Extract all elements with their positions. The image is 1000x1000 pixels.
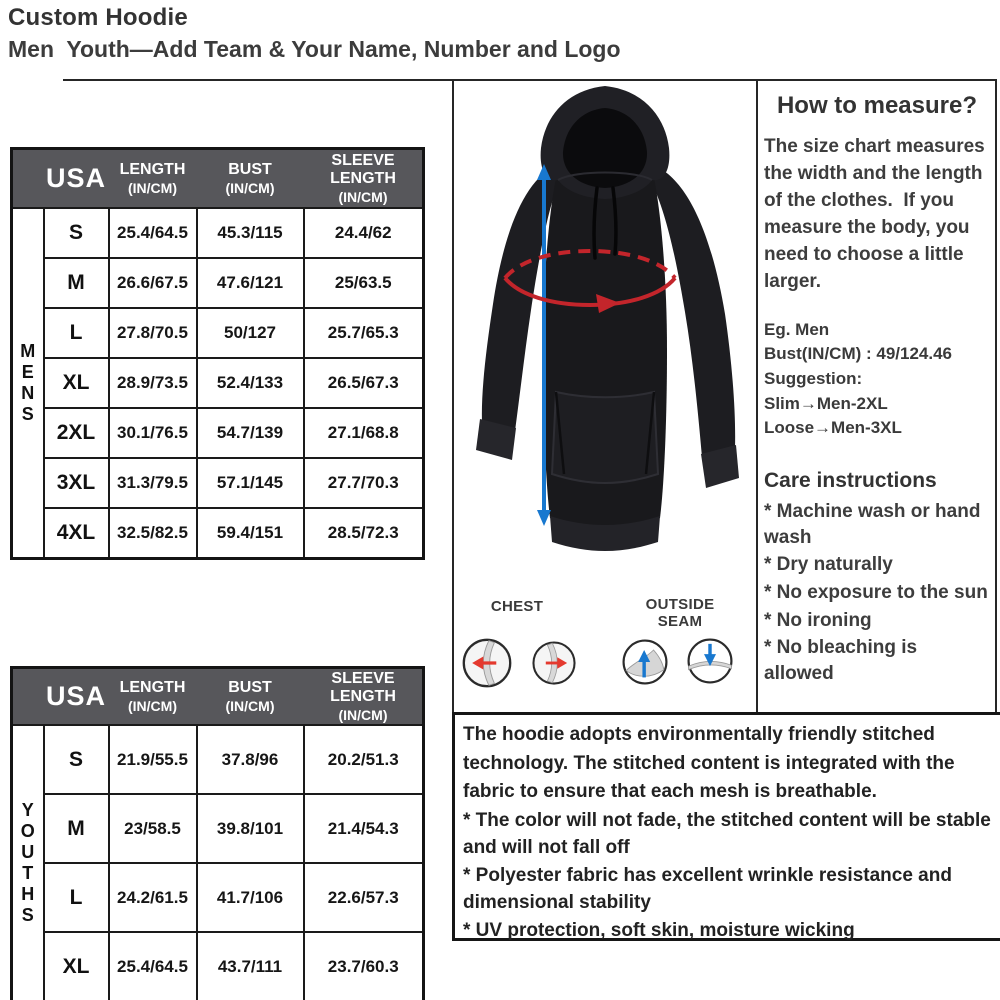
size-cell: M bbox=[44, 258, 109, 308]
measurement-cell: 23.7/60.3 bbox=[304, 932, 424, 1000]
header-corner-cell bbox=[12, 668, 44, 726]
chest-arrow-left-icon bbox=[461, 637, 513, 689]
column-header: BUST (IN/CM) bbox=[197, 149, 304, 209]
sizing-example-line: Bust(IN/CM) : 49/124.46 bbox=[764, 344, 952, 364]
how-to-measure-text: The size chart measures the width and the length of the clothes. If you measure the body, you need to choose a little larger. bbox=[764, 136, 990, 292]
size-cell: XL bbox=[44, 358, 109, 408]
frame-left-line bbox=[452, 79, 454, 715]
frame-middle-line bbox=[756, 79, 758, 715]
measurement-cell: 26.6/67.5 bbox=[109, 258, 197, 308]
chest-arrow-right-icon bbox=[531, 640, 577, 686]
hoodie-graphic bbox=[476, 86, 739, 551]
table-row bbox=[12, 508, 424, 559]
size-cell: 2XL bbox=[44, 408, 109, 458]
fabric-bullet-list bbox=[463, 807, 1000, 945]
fabric-intro-text: The hoodie adopts environmentally friendly stitched technology. The stitched content is integrated with the fabric to ensure that each mesh is breathable. bbox=[463, 724, 960, 802]
column-header: LENGTH (IN/CM) bbox=[109, 668, 197, 726]
measurement-cell: 26.5/67.3 bbox=[304, 358, 424, 408]
fabric-bullet: * The color will not fade, the stitched content will be stable and will not fall off bbox=[463, 809, 991, 859]
page-title: Custom Hoodie bbox=[8, 4, 188, 31]
column-header: LENGTH (IN/CM) bbox=[109, 149, 197, 209]
measurement-cell: 25.7/65.3 bbox=[304, 308, 424, 358]
measurement-cell: 32.5/82.5 bbox=[109, 508, 197, 559]
group-label-mens: M E N S bbox=[12, 208, 44, 559]
size-cell: 4XL bbox=[44, 508, 109, 559]
fabric-bullet: * UV protection, soft skin, moisture wicking bbox=[463, 919, 855, 941]
measurement-cell: 27.8/70.5 bbox=[109, 308, 197, 358]
measurement-cell: 39.8/101 bbox=[197, 794, 304, 863]
measurement-cell: 57.1/145 bbox=[197, 458, 304, 508]
table-row bbox=[12, 794, 424, 863]
size-cell: 3XL bbox=[44, 458, 109, 508]
measurement-cell: 27.1/68.8 bbox=[304, 408, 424, 458]
size-cell: XL bbox=[44, 932, 109, 1000]
measurement-cell: 22.6/57.3 bbox=[304, 863, 424, 932]
column-header: USA bbox=[44, 668, 109, 726]
frame-right-line bbox=[995, 79, 997, 715]
measurement-cell: 28.5/72.3 bbox=[304, 508, 424, 559]
column-header: SLEEVE LENGTH (IN/CM) bbox=[304, 149, 424, 209]
sizing-example-line: Eg. Men bbox=[764, 319, 830, 339]
mens-size-table bbox=[10, 147, 425, 560]
care-instruction-line: * No exposure to the sun bbox=[764, 581, 988, 603]
seam-arrow-up-icon bbox=[621, 638, 669, 686]
measurement-cell: 25.4/64.5 bbox=[109, 208, 197, 258]
chest-label: CHEST bbox=[490, 598, 544, 615]
frame-top-line bbox=[63, 79, 997, 81]
measurement-cell: 50/127 bbox=[197, 308, 304, 358]
care-instruction-line: * Dry naturally bbox=[764, 554, 893, 576]
size-cell: S bbox=[44, 208, 109, 258]
outside-seam-label: OUTSIDE SEAM bbox=[645, 596, 715, 630]
sizing-example-line: Loose→Men-3XL bbox=[764, 418, 902, 438]
sizing-example-block bbox=[764, 318, 990, 441]
measurement-cell: 37.8/96 bbox=[197, 725, 304, 794]
measurement-cell: 21.4/54.3 bbox=[304, 794, 424, 863]
table-row bbox=[12, 725, 424, 794]
column-header: SLEEVE LENGTH (IN/CM) bbox=[304, 668, 424, 726]
youths-size-table bbox=[10, 666, 425, 1000]
measurement-cell: 45.3/115 bbox=[197, 208, 304, 258]
measurement-cell: 47.6/121 bbox=[197, 258, 304, 308]
seam-arrow-down-icon bbox=[686, 637, 734, 685]
measurement-cell: 43.7/111 bbox=[197, 932, 304, 1000]
measurement-cell: 25/63.5 bbox=[304, 258, 424, 308]
header-corner-cell bbox=[12, 149, 44, 209]
measurement-cell: 41.7/106 bbox=[197, 863, 304, 932]
table-row bbox=[12, 932, 424, 1000]
how-to-measure-panel bbox=[764, 92, 990, 689]
table-row bbox=[12, 208, 424, 258]
measurement-cell: 21.9/55.5 bbox=[109, 725, 197, 794]
column-header: BUST (IN/CM) bbox=[197, 668, 304, 726]
care-instruction-line: * No ironing bbox=[764, 609, 872, 631]
mens-table bbox=[10, 147, 425, 560]
how-to-measure-heading: How to measure? bbox=[776, 92, 978, 119]
sizing-example-line: Suggestion: bbox=[764, 369, 863, 389]
table-row bbox=[12, 358, 424, 408]
measurement-cell: 27.7/70.3 bbox=[304, 458, 424, 508]
care-instructions-heading: Care instructions bbox=[764, 469, 937, 493]
table-row bbox=[12, 408, 424, 458]
table-row bbox=[12, 863, 424, 932]
size-cell: S bbox=[44, 725, 109, 794]
measurement-cell: 52.4/133 bbox=[197, 358, 304, 408]
measurement-cell: 31.3/79.5 bbox=[109, 458, 197, 508]
page-subtitle: Men Youth—Add Team & Your Name, Number and Logo bbox=[8, 36, 621, 62]
measurement-cell: 24.4/62 bbox=[304, 208, 424, 258]
care-instruction-line: * Machine wash or hand wash bbox=[764, 501, 981, 548]
youths-table bbox=[10, 666, 425, 1000]
measurement-cell: 20.2/51.3 bbox=[304, 725, 424, 794]
care-instructions-list bbox=[764, 499, 990, 686]
measurement-cell: 24.2/61.5 bbox=[109, 863, 197, 932]
measurement-cell: 54.7/139 bbox=[197, 408, 304, 458]
measurement-cell: 25.4/64.5 bbox=[109, 932, 197, 1000]
measurement-cell: 28.9/73.5 bbox=[109, 358, 197, 408]
measurement-cell: 23/58.5 bbox=[109, 794, 197, 863]
care-instruction-line: * No bleaching is allowed bbox=[764, 637, 918, 684]
size-cell: L bbox=[44, 308, 109, 358]
table-row bbox=[12, 258, 424, 308]
table-row bbox=[12, 458, 424, 508]
fabric-description-box bbox=[452, 712, 1000, 941]
size-cell: M bbox=[44, 794, 109, 863]
hoodie-measurement-illustration bbox=[455, 82, 755, 594]
sizing-example-line: Slim→Men-2XL bbox=[764, 393, 888, 413]
size-cell: L bbox=[44, 863, 109, 932]
fabric-bullet: * Polyester fabric has excellent wrinkle resistance and dimensional stability bbox=[463, 864, 952, 914]
table-row bbox=[12, 308, 424, 358]
group-label-youths: Y O U T H S bbox=[12, 725, 44, 1000]
measurement-cell: 59.4/151 bbox=[197, 508, 304, 559]
column-header: USA bbox=[44, 149, 109, 209]
measurement-cell: 30.1/76.5 bbox=[109, 408, 197, 458]
